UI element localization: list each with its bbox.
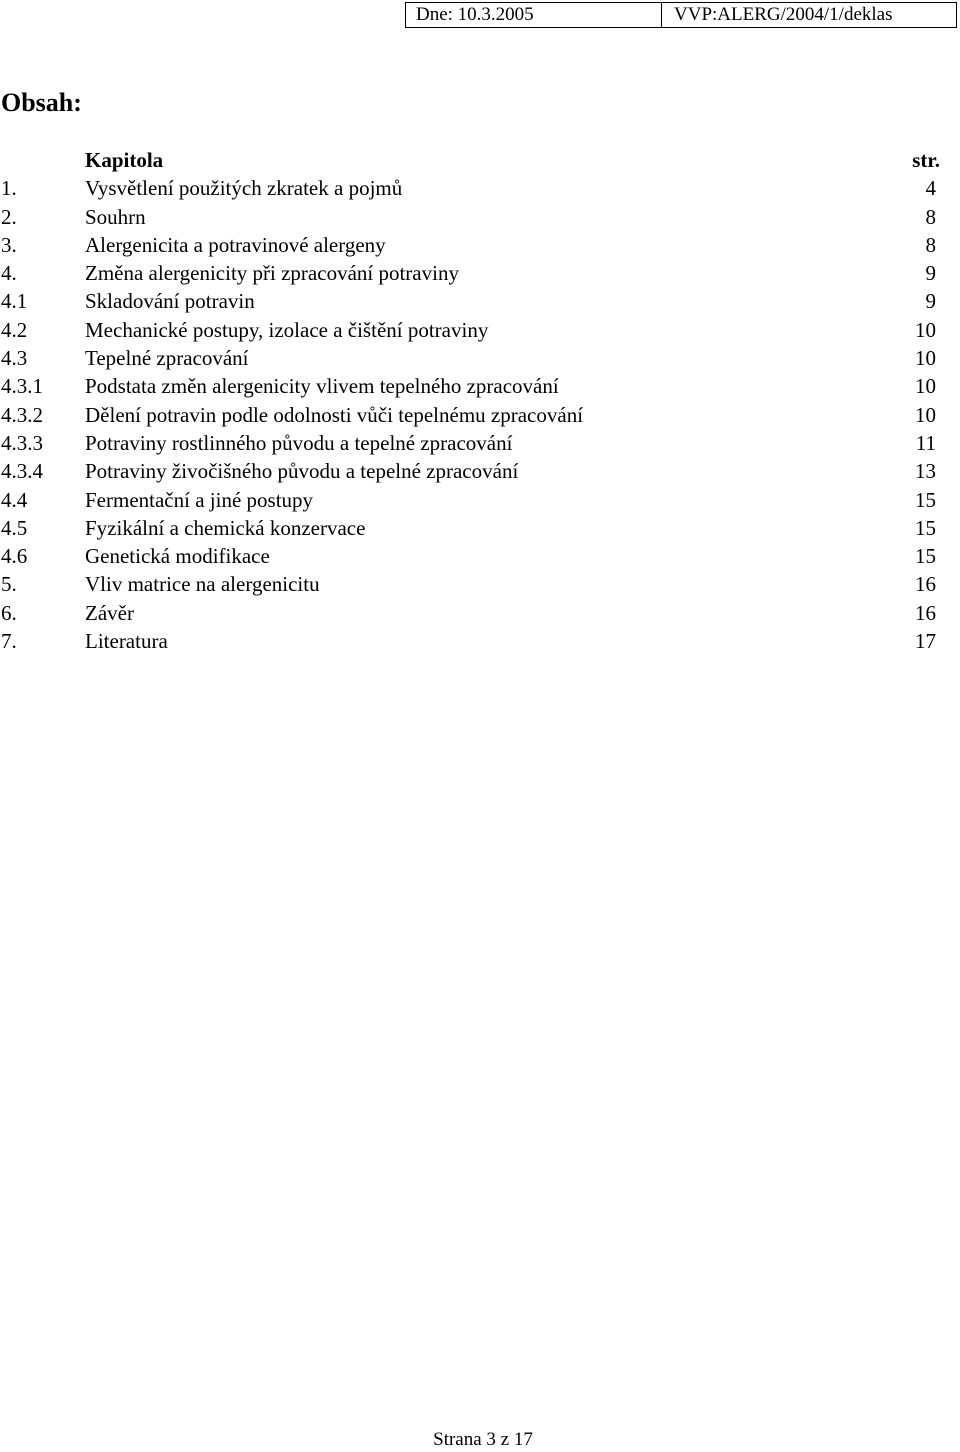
toc-entry[interactable] [0,457,960,485]
toc-entry[interactable] [0,486,960,514]
toc-entry-page: 10 [915,374,936,399]
toc-entry-number: 4.3.2 [1,402,43,427]
toc-entry-number: 1. [1,176,17,201]
toc-entry[interactable] [0,514,960,542]
toc-entry-title: Potraviny živočišného původu a tepelné zpracování [85,459,519,484]
toc-entry-number: 4.3.3 [1,430,43,455]
toc-entry-title: Tepelné zpracování [85,346,249,371]
toc-entry-number: 4.3.1 [1,374,43,399]
toc-entry-title: Literatura [85,629,168,654]
header-document-code: VVP:ALERG/2004/1/deklas [674,4,893,25]
toc-entry-title: Fyzikální a chemická konzervace [85,515,366,540]
toc-entry-number: 2. [1,204,17,229]
toc-entry[interactable] [0,344,960,372]
toc-entry-number: 4.6 [1,544,28,569]
toc-entry-title: Potraviny rostlinného původu a tepelné zpracování [85,430,513,455]
header-date: Dne: 10.3.2005 [406,3,662,27]
toc-entry[interactable] [0,316,960,344]
toc-entry-title: Dělení potravin podle odolnosti vůči tepelnému zpracování [85,402,584,427]
toc-entry-title: Fermentační a jiné postupy [85,487,314,512]
toc-entry-page: 16 [915,600,936,625]
toc-entry-number: 4.3 [1,346,28,371]
toc-title: Obsah: [1,88,82,117]
toc-entry-number: 4.2 [1,317,28,342]
toc-entry[interactable] [0,174,960,202]
toc-entry[interactable] [0,231,960,259]
toc-entry-title: Vysvětlení použitých zkratek a pojmů [85,176,403,201]
toc-header-row [0,146,960,174]
toc-entry-number: 4.3.4 [1,459,43,484]
toc-entry-title: Souhrn [85,204,146,229]
toc-entry-title: Vliv matrice na alergenicitu [85,572,320,597]
toc-entry-number: 4.1 [1,289,28,314]
toc-entry-page: 10 [915,317,936,342]
toc-entry-page: 9 [925,289,936,314]
toc-entry[interactable] [0,203,960,231]
toc-column-chapter: Kapitola [85,148,164,172]
toc-entry-title: Alergenicita a potravinové alergeny [85,232,386,257]
toc-entry[interactable] [0,627,960,655]
toc-entry-title: Podstata změn alergenicity vlivem tepelného zpracování [85,374,559,399]
toc-entry-title: Mechanické postupy, izolace a čištění potraviny [85,317,489,342]
toc-entry-page: 15 [915,487,936,512]
toc-entry[interactable] [0,542,960,570]
toc-entry[interactable] [0,259,960,287]
toc-entry[interactable] [0,287,960,315]
toc-entry-page: 13 [915,459,936,484]
table-of-contents [0,146,960,655]
toc-entry[interactable] [0,599,960,627]
toc-entry-number: 3. [1,232,17,257]
toc-entry-title: Závěr [85,600,134,625]
toc-entry-number: 4. [1,261,17,286]
toc-entry-page: 9 [925,261,936,286]
toc-entry-number: 4.5 [1,515,28,540]
toc-entry-number: 4.4 [1,487,28,512]
toc-entry-page: 16 [915,572,936,597]
toc-entry-title: Genetická modifikace [85,544,270,569]
toc-entry-page: 8 [925,204,936,229]
toc-entry-page: 15 [915,515,936,540]
toc-entry-number: 6. [1,600,17,625]
toc-entry-page: 4 [925,176,936,201]
toc-entry-page: 15 [915,544,936,569]
toc-entry-page: 10 [915,402,936,427]
toc-entry[interactable] [0,570,960,598]
toc-entry-title: Změna alergenicity při zpracování potraviny [85,261,459,286]
toc-entry-page: 10 [915,346,936,371]
toc-entry[interactable] [0,429,960,457]
document-header [405,2,957,28]
toc-column-page: str. [912,148,940,172]
toc-entry-page: 11 [915,430,936,455]
toc-entry-title: Skladování potravin [85,289,255,314]
toc-entry-number: 7. [1,629,17,654]
page-footer: Strana 3 z 17 [433,1429,533,1450]
toc-entry-page: 8 [925,232,936,257]
toc-entry-page: 17 [915,629,936,654]
toc-entry[interactable] [0,401,960,429]
toc-entry[interactable] [0,372,960,400]
toc-entry-number: 5. [1,572,17,597]
